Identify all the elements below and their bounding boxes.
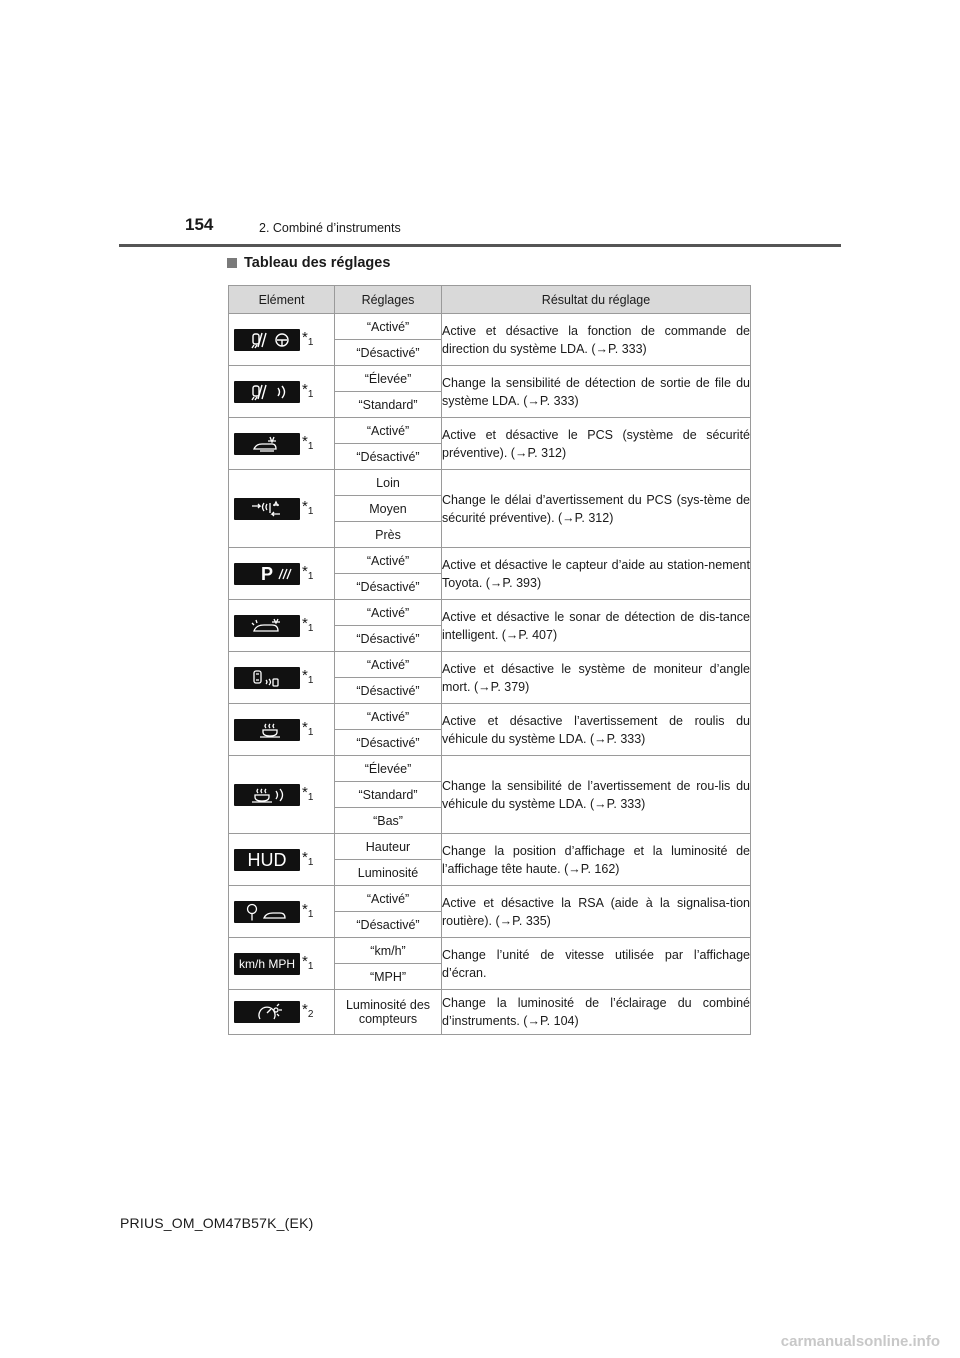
footnote-star: * — [302, 952, 308, 970]
setting-value: Luminosité — [335, 860, 442, 886]
footnote-star: * — [302, 614, 308, 632]
footnote-mark — [302, 1002, 313, 1022]
element-cell — [229, 652, 335, 704]
table-row — [229, 834, 751, 860]
section-heading — [227, 255, 390, 271]
setting-value: Moyen — [335, 496, 442, 522]
table-body — [229, 314, 751, 1035]
setting-value: “Désactivé” — [335, 678, 442, 704]
footnote-index: 1 — [307, 440, 314, 452]
setting-value: “Activé” — [335, 418, 442, 444]
setting-value: Près — [335, 522, 442, 548]
footnote-mark — [302, 616, 313, 636]
parking-assist-sensor-icon: P — [234, 563, 300, 585]
table-row — [229, 366, 751, 392]
bullet-square-icon — [227, 258, 237, 268]
footnote-index: 1 — [307, 791, 314, 803]
sway-warning-sensitivity-icon — [234, 784, 300, 806]
setting-value: “Activé” — [335, 652, 442, 678]
footnote-mark — [302, 850, 313, 870]
setting-result: Active et désactive le sonar de détection de dis-tance intelligent. (→P. 407) — [442, 600, 751, 652]
setting-value: Hauteur — [335, 834, 442, 860]
element-cell — [229, 470, 335, 548]
footnote-index: 1 — [307, 336, 314, 348]
setting-value: “Standard” — [335, 782, 442, 808]
pcs-warning-timing-icon — [234, 498, 300, 520]
footnote-index: 1 — [307, 388, 314, 400]
footnote-index: 1 — [307, 674, 314, 686]
table-row — [229, 990, 751, 1035]
setting-value: “Activé” — [335, 600, 442, 626]
watermark: carmanualsonline.info — [780, 1333, 940, 1350]
setting-result: Change l’unité de vitesse utilisée par l’affichage d’écran. — [442, 938, 751, 990]
setting-value: “Désactivé” — [335, 574, 442, 600]
setting-value: “Désactivé” — [335, 626, 442, 652]
footnote-mark — [302, 434, 313, 454]
footnote-star: * — [302, 497, 308, 515]
element-cell — [229, 756, 335, 834]
element-cell — [229, 314, 335, 366]
element-cell — [229, 600, 335, 652]
table-row — [229, 470, 751, 496]
element-cell — [229, 548, 335, 600]
table-row — [229, 418, 751, 444]
setting-result: Change la position d’affichage et la luminosité de l’affichage tête haute. (→P. 162) — [442, 834, 751, 886]
setting-result: Active et désactive le PCS (système de sécurité préventive). (→P. 312) — [442, 418, 751, 470]
setting-result: Change le délai d’avertissement du PCS (sys-tème de sécurité préventive). (→P. 312) — [442, 470, 751, 548]
element-cell — [229, 418, 335, 470]
chapter-title: 2. Combiné d’instruments — [259, 221, 401, 235]
document-code: PRIUS_OM_OM47B57K_(EK) — [120, 1215, 314, 1231]
table-row — [229, 886, 751, 912]
footnote-star: * — [302, 328, 308, 346]
setting-value: “MPH” — [335, 964, 442, 990]
setting-result: Active et désactive l’avertissement de roulis du véhicule du système LDA. (→P. 333) — [442, 704, 751, 756]
setting-result: Active et désactive le système de moniteur d’angle mort. (→P. 379) — [442, 652, 751, 704]
footnote-mark — [302, 785, 313, 805]
footnote-star: * — [302, 666, 308, 684]
road-sign-assist-icon — [234, 901, 300, 923]
footnote-index: 1 — [307, 908, 314, 920]
settings-table — [228, 285, 751, 1035]
header-rule — [119, 244, 841, 247]
setting-value: “Activé” — [335, 886, 442, 912]
footnote-mark — [302, 564, 313, 584]
element-cell — [229, 704, 335, 756]
footnote-star: * — [302, 562, 308, 580]
setting-result: Active et désactive la fonction de commande de direction du système LDA. (→P. 333) — [442, 314, 751, 366]
setting-result: Change la sensibilité de détection de sortie de file du système LDA. (→P. 333) — [442, 366, 751, 418]
setting-value: “Désactivé” — [335, 912, 442, 938]
table-row — [229, 704, 751, 730]
footnote-index: 2 — [307, 1009, 314, 1020]
table-row — [229, 314, 751, 340]
footnote-mark — [302, 382, 313, 402]
blind-spot-monitor-icon — [234, 667, 300, 689]
element-cell — [229, 886, 335, 938]
column-header-settings: Réglages — [335, 286, 442, 314]
footnote-mark — [302, 902, 313, 922]
footnote-index: 1 — [307, 570, 314, 582]
footnote-mark — [302, 720, 313, 740]
setting-value: Luminosité des compteurs — [335, 990, 442, 1035]
setting-value: “Désactivé” — [335, 444, 442, 470]
page-number: 154 — [185, 215, 214, 234]
element-cell — [229, 990, 335, 1035]
setting-value: Loin — [335, 470, 442, 496]
setting-value: “Élevée” — [335, 366, 442, 392]
setting-value: “Activé” — [335, 704, 442, 730]
setting-value: “Activé” — [335, 314, 442, 340]
setting-value: “Désactivé” — [335, 730, 442, 756]
footnote-index: 1 — [307, 960, 314, 972]
table-row — [229, 548, 751, 574]
footnote-index: 1 — [307, 505, 314, 517]
setting-value: “Standard” — [335, 392, 442, 418]
setting-result: Change la sensibilité de l’avertissement de rou-lis du véhicule du système LDA. (→P. 333) — [442, 756, 751, 834]
footnote-mark — [302, 954, 313, 974]
lane-departure-sensitivity-icon — [234, 381, 300, 403]
footnote-index: 1 — [307, 726, 314, 738]
setting-value: “km/h” — [335, 938, 442, 964]
footnote-star: * — [302, 432, 308, 450]
hud-icon: HUD — [234, 849, 300, 871]
speed-unit-icon: km/h MPH — [234, 953, 300, 975]
setting-result: Active et désactive la RSA (aide à la signalisa-tion routière). (→P. 335) — [442, 886, 751, 938]
footnote-star: * — [302, 380, 308, 398]
table-row — [229, 600, 751, 626]
footnote-mark — [302, 668, 313, 688]
setting-result: Active et désactive le capteur d’aide au station-nement Toyota. (→P. 393) — [442, 548, 751, 600]
setting-value: “Désactivé” — [335, 340, 442, 366]
footnote-star: * — [302, 900, 308, 918]
column-header-element: Elément — [229, 286, 335, 314]
element-cell — [229, 366, 335, 418]
section-title: Tableau des réglages — [244, 255, 391, 271]
setting-result: Change la luminosité de l’éclairage du combiné d’instruments. (→P. 104) — [442, 990, 751, 1035]
footnote-star: * — [302, 1001, 308, 1018]
footnote-mark — [302, 330, 313, 350]
footnote-star: * — [302, 783, 308, 801]
setting-value: “Activé” — [335, 548, 442, 574]
element-cell — [229, 938, 335, 990]
intelligent-clearance-sonar-icon — [234, 615, 300, 637]
pre-collision-system-icon — [234, 433, 300, 455]
footnote-star: * — [302, 718, 308, 736]
table-row — [229, 652, 751, 678]
footnote-mark — [302, 499, 313, 519]
table-header-row — [229, 286, 751, 314]
column-header-result: Résultat du réglage — [442, 286, 751, 314]
setting-value: “Élevée” — [335, 756, 442, 782]
footnote-star: * — [302, 848, 308, 866]
lane-departure-steering-icon — [234, 329, 300, 351]
footnote-index: 1 — [307, 622, 314, 634]
table-row — [229, 938, 751, 964]
table-row — [229, 756, 751, 782]
footnote-index: 1 — [307, 856, 314, 868]
instrument-brightness-icon — [234, 1001, 300, 1023]
element-cell — [229, 834, 335, 886]
sway-warning-coffee-icon — [234, 719, 300, 741]
setting-value: “Bas” — [335, 808, 442, 834]
